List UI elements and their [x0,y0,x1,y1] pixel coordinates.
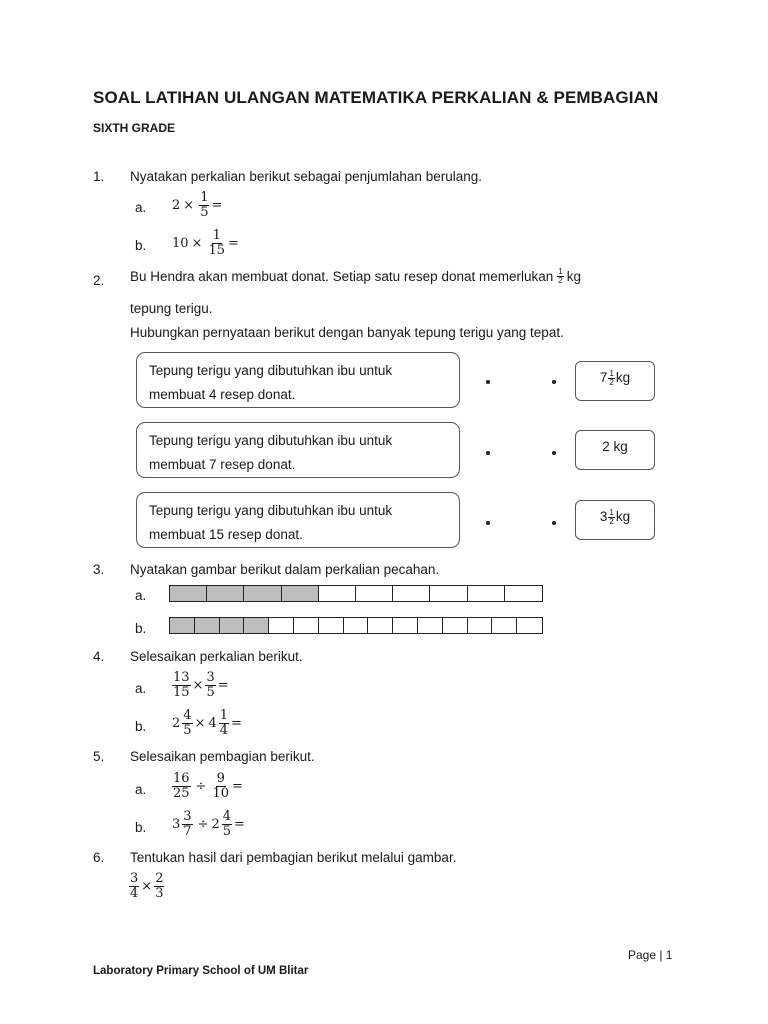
numerator: 16 [173,771,190,786]
empty-cell [517,618,542,633]
fraction [172,671,191,699]
q3b-label: b. [135,621,147,636]
q2-text-line1 [130,268,581,286]
q4b-expression [172,709,242,737]
answer-whole: 7 [599,370,608,385]
empty-cell [393,618,418,633]
denominator: 25 [173,785,190,801]
statement-line1: Tepung terigu yang dibutuhkan ibu untuk [149,433,393,448]
answer-fraction [608,370,614,388]
right-connector-dot-3[interactable] [552,521,556,525]
numerator: 4 [222,809,232,824]
q1b-fraction [207,229,226,257]
times-sign: × [141,878,153,894]
fraction [182,810,192,838]
shaded-cell [207,586,244,601]
q1-text: Nyatakan perkalian berikut sebagai penjumlahan berulang. [130,169,482,184]
footer-school-name: Laboratory Primary School of UM Blitar [93,965,309,977]
statement-line1: Tepung terigu yang dibutuhkan ibu untuk [149,363,393,378]
q4-text: Selesaikan perkalian berikut. [130,649,303,664]
empty-cell [468,586,505,601]
answer-box-3-half-kg [575,500,655,540]
q2-number: 2. [93,273,105,288]
empty-cell [269,618,294,633]
fraction [129,872,139,900]
numerator: 1 [609,508,614,517]
denominator: 15 [173,684,190,700]
left-connector-dot-1[interactable] [486,380,490,384]
empty-cell [418,618,443,633]
whole: 2 [211,816,220,832]
q6-expression [127,872,166,900]
q1a-label: a. [135,200,147,215]
empty-cell [368,618,393,633]
numerator: 3 [183,809,192,824]
empty-cell [443,618,468,633]
page-number: Page | 1 [628,948,673,962]
denominator: 5 [200,204,209,220]
denominator: 2 [609,378,614,388]
q2-half-fraction [557,268,563,286]
denominator: 4 [130,885,139,901]
q5a-label: a. [135,782,147,797]
equals-sign: = [234,816,245,832]
empty-cell [319,586,356,601]
divide-sign: ÷ [197,816,209,832]
numerator: 13 [173,670,190,685]
fraction [205,671,215,699]
denominator: 15 [208,242,225,258]
empty-cell [319,618,344,633]
q1-number: 1. [93,169,105,184]
whole: 2 [172,715,181,731]
fraction [211,772,230,800]
q1b-whole: 10 [172,235,189,251]
statement-line1: Tepung terigu yang dibutuhkan ibu untuk [149,503,393,518]
fraction [182,709,192,737]
shaded-cell [195,618,220,633]
q1a-fraction [199,191,209,219]
numerator: 1 [219,708,229,723]
q1a-whole: 2 [172,197,181,213]
times-sign: × [194,715,206,731]
q5-text: Selesaikan pembagian berikut. [130,749,315,764]
shaded-cell [282,586,319,601]
answer-fraction [608,509,614,527]
equals-sign: = [232,778,243,794]
answer-value: 2 kg [602,439,628,454]
denominator: 3 [155,885,164,901]
page-title: SOAL LATIHAN ULANGAN MATEMATIKA PERKALIAN & PEMBAGIAN [93,88,659,107]
q4a-expression [170,671,229,699]
shaded-cell [170,586,207,601]
denominator: 4 [219,722,229,738]
q2-text-line2: tepung terigu. [130,301,213,316]
q6-text: Tentukan hasil dari pembagian berikut melalui gambar. [130,850,457,865]
times-sign: × [192,677,204,693]
times-sign: × [183,197,195,213]
q1b-label: b. [135,238,147,253]
statement-line2: membuat 4 resep donat. [149,387,296,402]
right-connector-dot-2[interactable] [552,451,556,455]
shaded-cell [170,618,195,633]
q5-number: 5. [93,749,105,764]
right-connector-dot-1[interactable] [552,380,556,384]
q1b-expression [172,229,239,257]
q5a-expression [170,772,243,800]
answer-unit: kg [615,370,631,385]
empty-cell [505,586,542,601]
fraction [222,810,232,838]
fraction [219,709,229,737]
q2-unit: kg [566,269,581,285]
whole: 3 [172,816,181,832]
left-connector-dot-2[interactable] [486,451,490,455]
left-connector-dot-3[interactable] [486,521,490,525]
shaded-cell [244,586,281,601]
q5b-expression [172,810,245,838]
numerator: 3 [130,871,139,886]
numerator: 3 [206,670,215,685]
empty-cell [468,618,493,633]
q3a-fraction-strip [169,585,543,602]
q5b-label: b. [135,820,147,835]
empty-cell [356,586,393,601]
equals-sign: = [231,715,242,731]
statement-line2: membuat 7 resep donat. [149,457,296,472]
empty-cell [430,586,467,601]
times-sign: × [191,235,203,251]
denominator: 5 [206,684,215,700]
answer-box-2-kg [575,430,655,470]
q2-instruction: Hubungkan pernyataan berikut dengan banyak tepung terigu yang tepat. [130,325,564,340]
shaded-cell [220,618,245,633]
equals-sign: = [217,677,229,693]
q3a-label: a. [135,588,147,603]
numerator: 1 [200,190,209,205]
q4a-label: a. [135,681,147,696]
divide-sign: ÷ [195,778,207,794]
numerator: 4 [183,708,192,723]
fraction [172,772,191,800]
q3b-fraction-strip [169,617,543,634]
answer-whole: 3 [599,509,608,524]
empty-cell [393,586,430,601]
statement-box-4-recipes [136,352,460,408]
empty-cell [492,618,517,633]
answer-unit: kg [615,509,631,524]
q4b-label: b. [135,719,147,734]
empty-cell [294,618,319,633]
statement-box-15-recipes [136,492,460,548]
q2-text1: Bu Hendra akan membuat donat. Setiap satu resep donat memerlukan [130,269,554,285]
fraction [154,872,164,900]
denominator: 2 [609,517,614,527]
denominator: 10 [212,785,229,801]
shaded-cell [244,618,269,633]
numerator: 1 [609,369,614,378]
q4-number: 4. [93,649,105,664]
answer-box-7-half-kg [575,361,655,401]
equals-sign: = [211,197,223,213]
numerator: 9 [216,771,225,786]
q3-number: 3. [93,562,105,577]
numerator: 1 [212,228,221,243]
q3-text: Nyatakan gambar berikut dalam perkalian pecahan. [130,562,440,577]
q1a-expression [172,191,222,219]
equals-sign: = [228,235,239,251]
statement-line2: membuat 15 resep donat. [149,527,303,542]
denominator: 5 [183,722,192,738]
statement-box-7-recipes [136,422,460,478]
denominator: 7 [183,823,192,839]
whole: 4 [208,715,217,731]
page-subtitle: SIXTH GRADE [93,121,176,135]
numerator: 2 [155,871,164,886]
q6-number: 6. [93,850,105,865]
empty-cell [344,618,369,633]
denominator: 5 [222,823,232,839]
numerator: 1 [558,267,563,276]
denominator: 2 [558,276,563,286]
